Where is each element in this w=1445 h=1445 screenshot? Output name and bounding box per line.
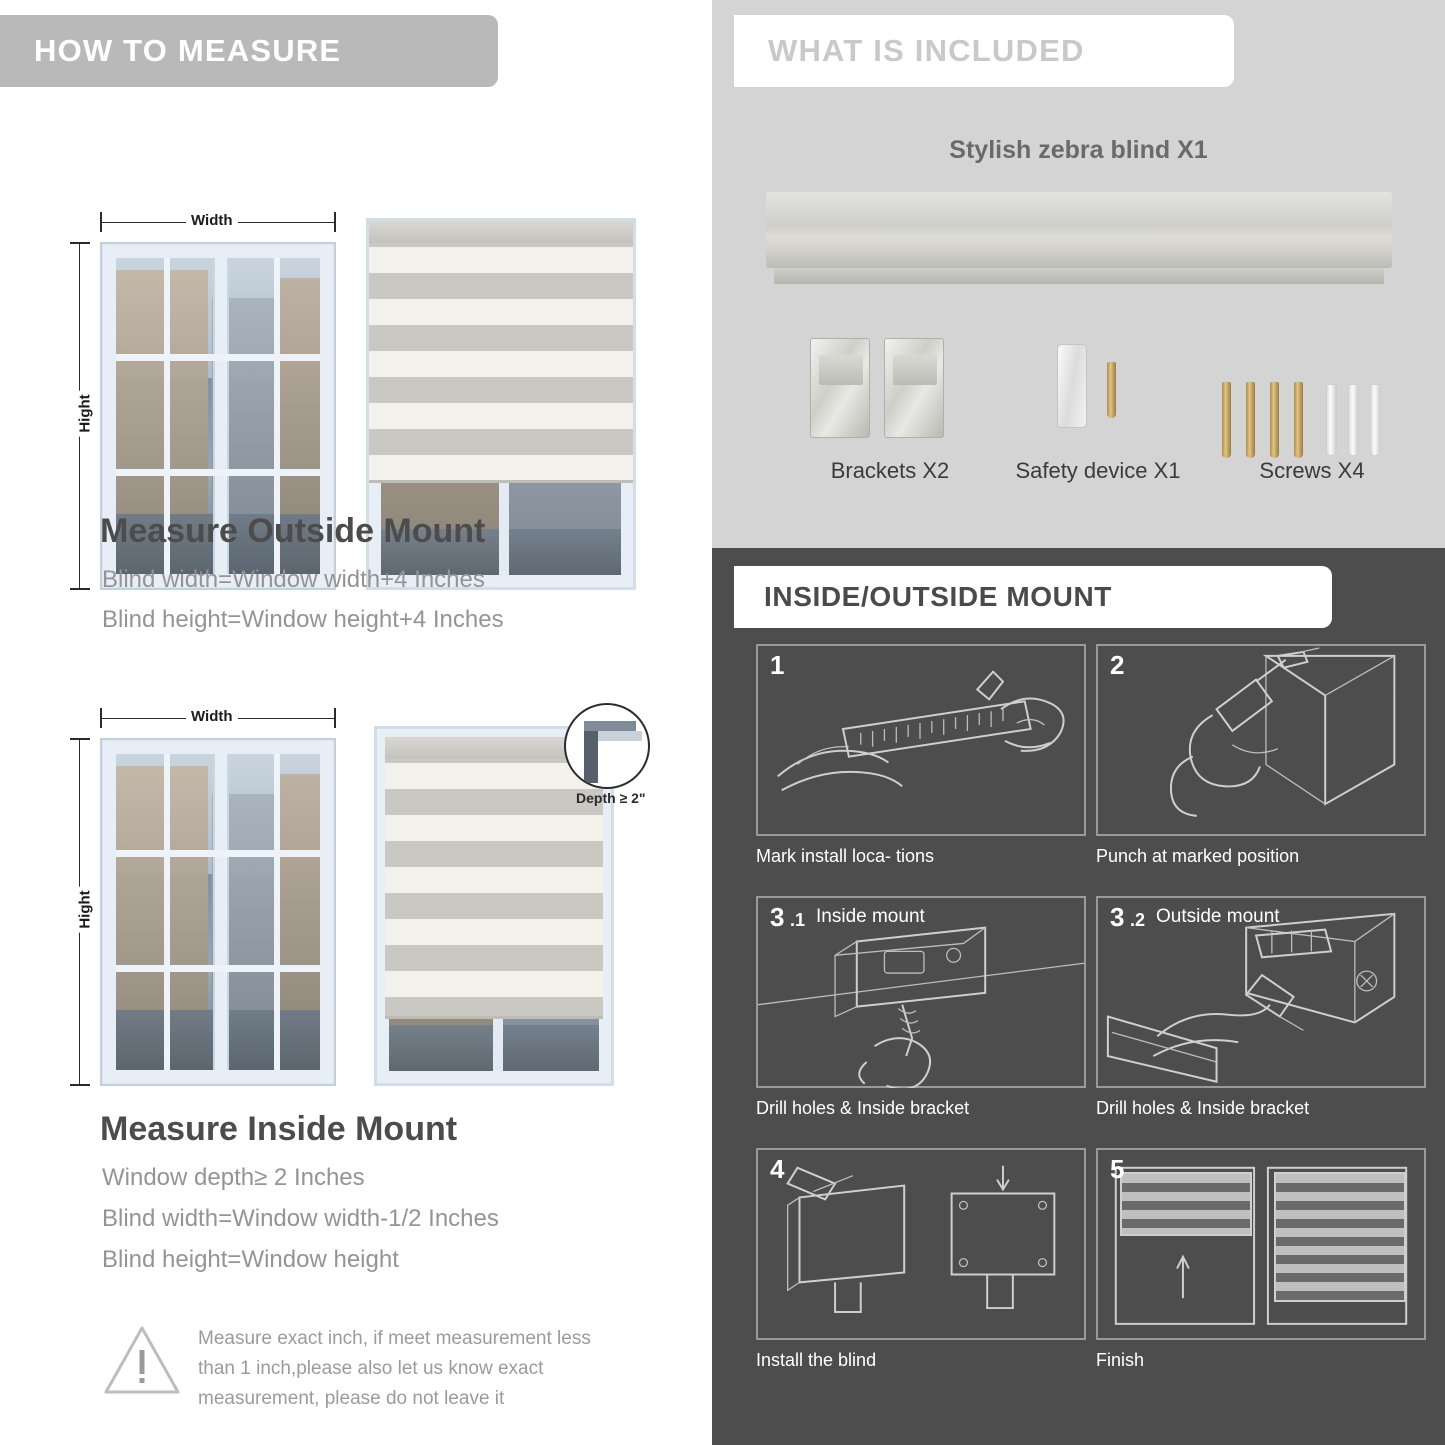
step-3-1-caption: Drill holes & Inside bracket	[756, 1098, 970, 1118]
what-is-included-title: WHAT IS INCLUDED	[768, 33, 1085, 68]
blind-mini-left	[1120, 1172, 1252, 1236]
blind-mini-right	[1274, 1172, 1406, 1302]
inside-mount-line2: Blind width=Window width-1/2 Inches	[102, 1205, 499, 1232]
step-2-caption: Punch at marked position	[1096, 846, 1300, 866]
window-mullion	[116, 354, 320, 361]
tick	[100, 212, 102, 232]
step-3-1-suffix: .1	[790, 910, 806, 930]
brackets-label: Brackets X2	[830, 458, 950, 483]
step-3-2-caption: Drill holes & Inside bracket	[1096, 1098, 1310, 1118]
window-mullion	[164, 754, 170, 1070]
inside-mount-line3: Blind height=Window height	[102, 1246, 399, 1273]
included-product-title: Stylish zebra blind X1	[949, 136, 1208, 164]
what-is-included-panel	[712, 0, 1445, 548]
window-depth-callout	[564, 703, 650, 789]
step-5-box	[1096, 1148, 1426, 1340]
outside-mount-heading: Measure Outside Mount	[100, 512, 486, 550]
bracket-icon	[810, 338, 870, 438]
window-mullion	[116, 469, 320, 476]
step-3-2-suffix: .2	[1130, 910, 1146, 930]
tick	[70, 242, 90, 244]
outside-mount-line1: Blind width=Window width+4 Inches	[102, 566, 485, 593]
step-1-caption: Mark install loca- tions	[756, 846, 935, 866]
window-depth-label: Depth ≥ 2"	[576, 790, 646, 806]
inside-mount-figure	[0, 698, 712, 1098]
wall-anchor-icon	[1348, 384, 1359, 456]
measure-warning	[102, 1322, 662, 1417]
window-sash-divider	[213, 754, 229, 1070]
window-mullion	[116, 965, 320, 972]
warning-triangle-icon	[102, 1322, 182, 1400]
tick	[100, 708, 102, 728]
screw-icon	[1294, 382, 1303, 458]
tick	[70, 1084, 90, 1086]
step-3-2-subtitle: Outside mount	[1156, 906, 1280, 927]
step-4-box	[756, 1148, 1086, 1340]
measure-warning-line2: than 1 inch,please also let us know exact	[198, 1358, 544, 1379]
what-is-included-banner	[734, 15, 1234, 87]
measure-warning-line3: measurement, please do not leave it	[198, 1388, 505, 1409]
blind-headrail	[369, 221, 633, 243]
zebra-blind-headrail-bottom	[774, 268, 1384, 284]
wall-anchor-icon	[1326, 384, 1337, 456]
zebra-blind-headrail-illustration	[766, 192, 1392, 268]
inside-mount-blind-illustration	[374, 726, 614, 1086]
screw-icon	[1222, 382, 1231, 458]
screw-icon	[1270, 382, 1279, 458]
screw-icon	[1107, 362, 1116, 418]
how-to-measure-title: HOW TO MEASURE	[34, 33, 342, 68]
step-3-1-subtitle: Inside mount	[816, 906, 925, 927]
step-3-1-number: 3	[770, 902, 785, 932]
step-2-box	[1096, 644, 1426, 836]
zebra-shade-fabric	[385, 737, 603, 1019]
tick	[334, 212, 336, 232]
outside-height-label: Hight	[77, 390, 94, 436]
how-to-measure-panel	[0, 0, 712, 1445]
window-mullion	[274, 754, 280, 1070]
screws-label: Screws X4	[1259, 458, 1365, 483]
hand-ruler-pencil-icon	[758, 646, 1084, 836]
measure-warning-line1: Measure exact inch, if meet measurement less	[198, 1328, 591, 1349]
safety-device-icon	[1057, 344, 1087, 428]
step-5-caption: Finish	[1096, 1350, 1145, 1370]
wall-anchor-icon	[1370, 384, 1381, 456]
install-blind-icon	[758, 1150, 1084, 1340]
step-4-number: 4	[770, 1154, 785, 1184]
inside-mount-line1: Window depth≥ 2 Inches	[102, 1164, 365, 1191]
tick	[70, 738, 90, 740]
inside-height-label: Hight	[77, 886, 94, 932]
inside-width-label: Width	[186, 708, 238, 725]
outside-mount-figure	[0, 100, 712, 500]
step-5-number: 5	[1110, 1154, 1125, 1184]
inside-outside-mount-banner	[734, 566, 1332, 628]
step-4-caption: Install the blind	[756, 1350, 877, 1370]
drill-icon	[1098, 646, 1424, 836]
tick	[334, 708, 336, 728]
outside-mount-line2: Blind height=Window height+4 Inches	[102, 606, 504, 633]
safety-device-label: Safety device X1	[1015, 458, 1181, 483]
outside-width-label: Width	[186, 212, 238, 229]
window-mullion	[116, 850, 320, 857]
window-illustration	[100, 738, 336, 1086]
step-2-number: 2	[1110, 650, 1125, 680]
inside-mount-heading: Measure Inside Mount	[100, 1110, 458, 1148]
how-to-measure-banner	[0, 15, 498, 87]
screw-icon	[1246, 382, 1255, 458]
step-3-2-number: 3	[1110, 902, 1125, 932]
inside-outside-mount-panel	[712, 548, 1445, 1445]
step-1-number: 1	[770, 650, 785, 680]
inside-outside-mount-title: INSIDE/OUTSIDE MOUNT	[764, 581, 1113, 612]
step-1-box	[756, 644, 1086, 836]
tick	[70, 588, 90, 590]
bracket-icon	[884, 338, 944, 438]
zebra-shade-fabric	[369, 221, 633, 483]
